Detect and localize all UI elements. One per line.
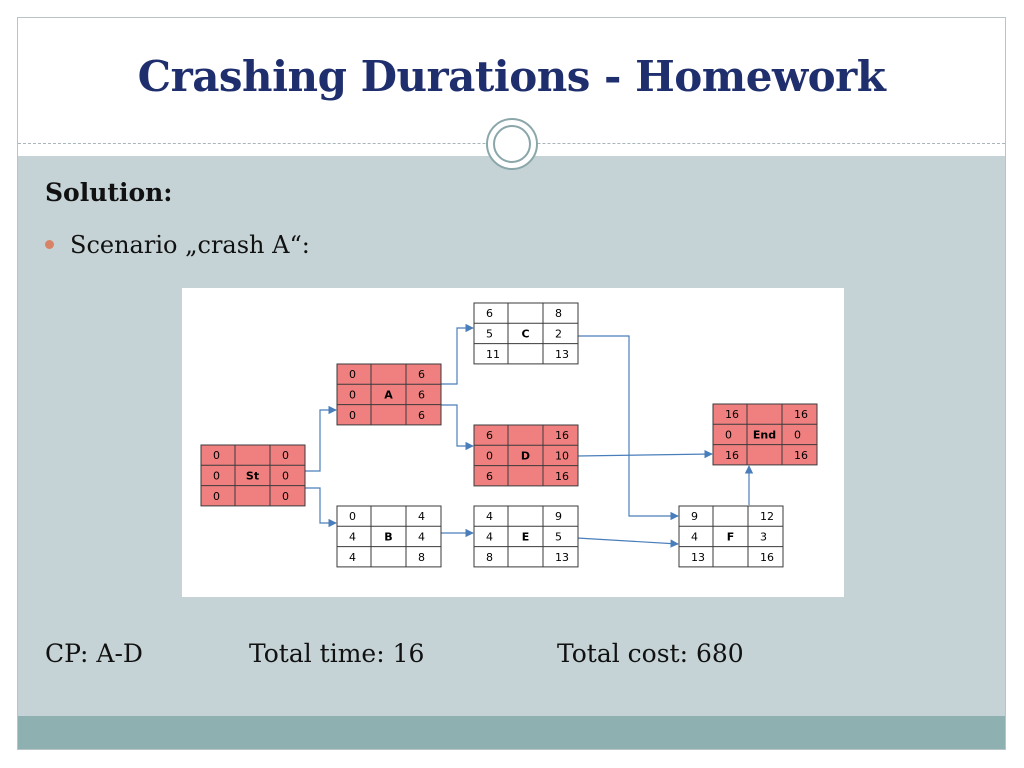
bullet-dot-icon bbox=[45, 240, 54, 249]
circle-ornament-icon bbox=[486, 118, 538, 170]
node-e bbox=[474, 506, 578, 567]
node-st-label: St bbox=[245, 469, 260, 483]
node-end-lf: 16 bbox=[794, 448, 808, 462]
node-c bbox=[474, 303, 578, 364]
node-a-ef: 6 bbox=[418, 368, 425, 382]
total-time-text: Total time: 16 bbox=[249, 639, 425, 668]
node-e-es: 4 bbox=[486, 510, 493, 524]
node-b-dur: 4 bbox=[418, 530, 425, 544]
node-f-ls: 13 bbox=[691, 550, 705, 564]
node-c-ls: 11 bbox=[486, 347, 500, 361]
node-c-ef: 8 bbox=[555, 307, 562, 321]
network-diagram bbox=[182, 288, 844, 597]
edge-st-b bbox=[303, 488, 336, 523]
node-d-ef: 16 bbox=[555, 429, 569, 443]
bullet-item bbox=[45, 231, 310, 259]
node-d bbox=[474, 425, 578, 486]
network-diagram-svg bbox=[182, 288, 844, 597]
node-end bbox=[713, 404, 817, 465]
node-a-lf: 6 bbox=[418, 408, 425, 422]
node-a-dur: 6 bbox=[418, 388, 425, 402]
node-e-dur: 5 bbox=[555, 530, 562, 544]
node-e-lf: 13 bbox=[555, 550, 569, 564]
node-end-ls: 16 bbox=[725, 448, 739, 462]
node-f-lf: 16 bbox=[760, 550, 774, 564]
node-st-es: 0 bbox=[213, 449, 220, 463]
edge-a-c bbox=[440, 328, 473, 384]
node-a bbox=[337, 364, 441, 425]
node-e-ef: 9 bbox=[555, 510, 562, 524]
bullet-text: Scenario „crash A“: bbox=[70, 231, 310, 259]
node-d-ls: 6 bbox=[486, 469, 493, 483]
node-d-dur: 10 bbox=[555, 449, 569, 463]
node-e-ls: 8 bbox=[486, 550, 493, 564]
node-e-slack: 4 bbox=[486, 530, 493, 544]
node-e-label: E bbox=[521, 530, 530, 544]
node-b-label: B bbox=[384, 530, 393, 544]
node-c-label: C bbox=[521, 327, 530, 341]
node-f-slack: 4 bbox=[691, 530, 698, 544]
slide bbox=[17, 17, 1006, 750]
node-f bbox=[679, 506, 783, 567]
node-b-lf: 8 bbox=[418, 550, 425, 564]
critical-path-text: CP: A-D bbox=[45, 639, 143, 668]
node-st-lf: 0 bbox=[282, 489, 289, 503]
node-f-dur: 3 bbox=[760, 530, 767, 544]
node-b-ls: 4 bbox=[349, 550, 356, 564]
node-a-ls: 0 bbox=[349, 408, 356, 422]
node-d-slack: 0 bbox=[486, 449, 493, 463]
node-a-slack: 0 bbox=[349, 388, 356, 402]
node-d-es: 6 bbox=[486, 429, 493, 443]
node-end-dur: 0 bbox=[794, 428, 801, 442]
node-end-ef: 16 bbox=[794, 408, 808, 422]
node-f-es: 9 bbox=[691, 510, 698, 524]
node-b-es: 0 bbox=[349, 510, 356, 524]
node-d-label: D bbox=[520, 449, 531, 463]
node-end-es: 16 bbox=[725, 408, 739, 422]
node-st-ls: 0 bbox=[213, 489, 220, 503]
edge-st-a bbox=[303, 410, 336, 471]
node-a-label: A bbox=[384, 388, 393, 402]
node-st-ef: 0 bbox=[282, 449, 289, 463]
node-c-slack: 5 bbox=[486, 327, 493, 341]
node-b-ef: 4 bbox=[418, 510, 425, 524]
node-a-es: 0 bbox=[349, 368, 356, 382]
node-c-dur: 2 bbox=[555, 327, 562, 341]
node-f-ef: 12 bbox=[760, 510, 774, 524]
total-cost-text: Total cost: 680 bbox=[557, 639, 744, 668]
circle-ornament-inner bbox=[493, 125, 531, 163]
node-st bbox=[201, 445, 305, 506]
node-end-label: End bbox=[752, 428, 777, 442]
bottom-band bbox=[18, 716, 1005, 749]
node-b-slack: 4 bbox=[349, 530, 356, 544]
solution-label: Solution: bbox=[45, 178, 173, 207]
edge-d-end bbox=[577, 454, 712, 456]
node-c-lf: 13 bbox=[555, 347, 569, 361]
node-d-lf: 16 bbox=[555, 469, 569, 483]
node-st-slack: 0 bbox=[213, 469, 220, 483]
node-f-label: F bbox=[726, 530, 735, 544]
node-b bbox=[337, 506, 441, 567]
slide-title: Crashing Durations - Homework bbox=[137, 52, 886, 101]
node-c-es: 6 bbox=[486, 307, 493, 321]
edge-c-f bbox=[577, 336, 678, 516]
node-end-slack: 0 bbox=[725, 428, 732, 442]
edge-e-f bbox=[577, 538, 678, 544]
edge-a-d bbox=[440, 405, 473, 446]
node-st-dur: 0 bbox=[282, 469, 289, 483]
